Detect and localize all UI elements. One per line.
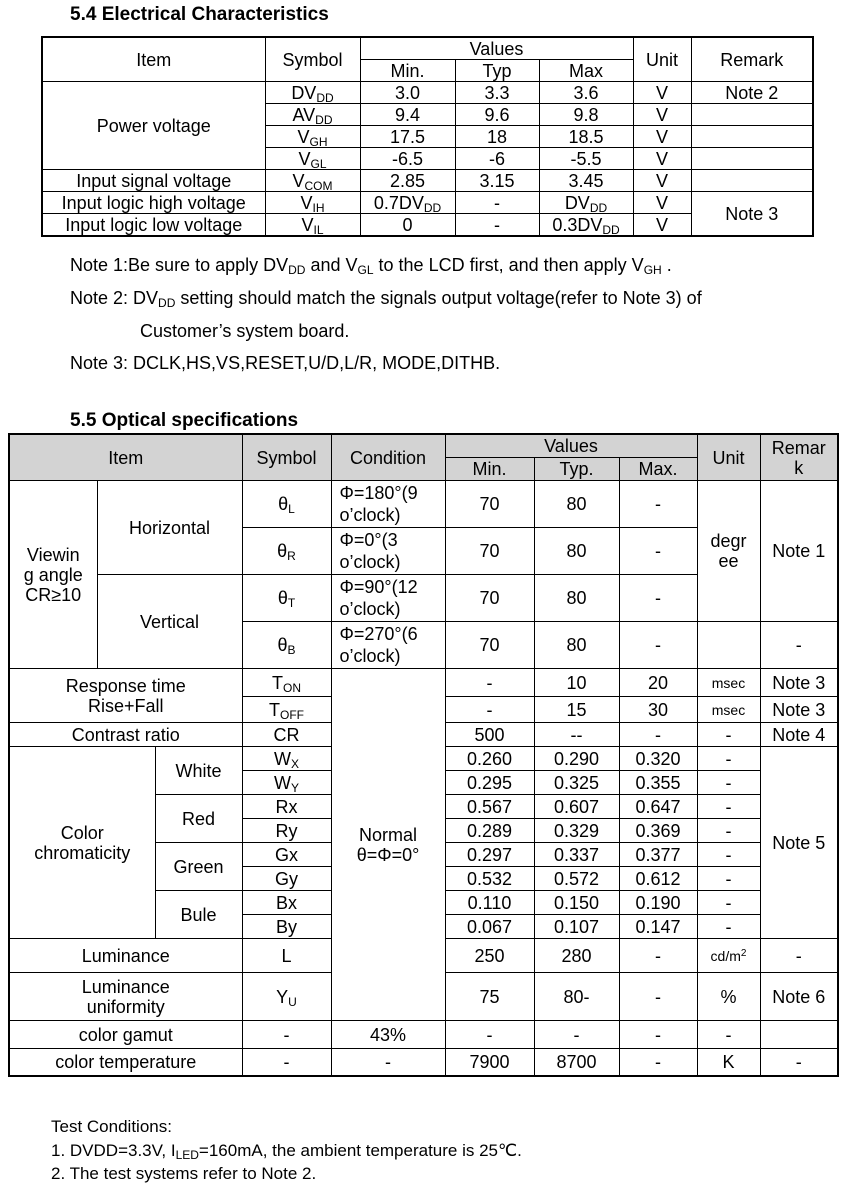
vertical-label: Vertical [97, 575, 242, 669]
min-cell: 70 [445, 481, 534, 528]
symbol-cell: $AV_{DD}$ [265, 104, 360, 126]
table-row [9, 1021, 838, 1049]
min-cell: 0.295 [445, 771, 534, 795]
uniformity-label: Luminance uniformity [9, 973, 242, 1021]
header-min: Min. [360, 60, 455, 82]
min-cell: 0.289 [445, 819, 534, 843]
unit-cell: - [697, 795, 760, 819]
unit-cell: - [619, 1021, 697, 1049]
remark-cell [691, 170, 813, 192]
symbol-cell: CR [242, 723, 331, 747]
typ-cell: 80 [534, 481, 619, 528]
remark-cell: Note 3 [760, 669, 838, 697]
group-blue: Bule [155, 891, 242, 939]
symbol-cell: $\theta_B$ [242, 622, 331, 669]
note-2-continued: Customer’s system board. [140, 321, 350, 341]
unit-cell: V [633, 170, 691, 192]
min-cell: 70 [445, 622, 534, 669]
remark-cell: - [760, 939, 838, 973]
condition-normal-cell: Normal θ=Φ=0° [331, 669, 445, 1021]
symbol-cell: $T_{ON}$ [242, 669, 331, 697]
horizontal-label: Horizontal [97, 481, 242, 575]
min-cell: -6.5 [360, 148, 455, 170]
symbol-cell: Ry [242, 819, 331, 843]
unit-cell: - [697, 747, 760, 771]
section-title-optical: 5.5 Optical specifications [70, 410, 299, 431]
symbol-cell: Gy [242, 867, 331, 891]
min-cell: 17.5 [360, 126, 455, 148]
max-cell: $0.3DV_{DD}$ [539, 214, 633, 237]
max-cell: 0.190 [619, 891, 697, 915]
typ-cell: 0.607 [534, 795, 619, 819]
contrast-label: Contrast ratio [9, 723, 242, 747]
electrical-table [41, 36, 814, 237]
unit-cell: % [697, 973, 760, 1021]
typ-cell: 0.325 [534, 771, 619, 795]
unit-cell: - [697, 891, 760, 915]
symbol-cell: Bx [242, 891, 331, 915]
condition-cell: - [331, 1049, 445, 1076]
max-cell: 0.147 [619, 915, 697, 939]
note-2: Note 2: $DV_{DD}$ setting should match the signals output voltage(refer to Note 3) of [70, 288, 702, 310]
min-cell: 0.567 [445, 795, 534, 819]
typ-cell: - [445, 1021, 534, 1049]
min-cell: 500 [445, 723, 534, 747]
chromaticity-label: Color chromaticity [9, 747, 155, 939]
typ-cell: 15 [534, 697, 619, 723]
item-cell: Input signal voltage [42, 170, 265, 192]
typ-cell: - [455, 214, 539, 237]
temperature-label: color temperature [9, 1049, 242, 1076]
header-unit: Unit [633, 37, 691, 82]
header-unit: Unit [697, 434, 760, 481]
remark-cell: Note 5 [760, 747, 838, 939]
symbol-cell: $T_{OFF}$ [242, 697, 331, 723]
min-cell: $0.7DV_{DD}$ [360, 192, 455, 214]
power-voltage-label: Power voltage [42, 82, 265, 170]
optical-table [8, 433, 839, 1077]
symbol-cell: $\theta_R$ [242, 528, 331, 575]
remark-cell: Note 3 [760, 697, 838, 723]
typ-cell: 8700 [534, 1049, 619, 1076]
remark-cell [691, 148, 813, 170]
symbol-cell: By [242, 915, 331, 939]
typ-cell: 9.6 [455, 104, 539, 126]
max-cell: - [619, 723, 697, 747]
test-conditions-title: Test Conditions: [51, 1117, 172, 1136]
condition-cell: Φ=0°(3 o’clock) [331, 528, 445, 575]
unit-cell: V [633, 104, 691, 126]
unit-cell [697, 622, 760, 669]
header-symbol: Symbol [242, 434, 331, 481]
min-cell: 0.067 [445, 915, 534, 939]
max-cell: 0.320 [619, 747, 697, 771]
max-cell: 0.377 [619, 843, 697, 867]
condition-cell: Φ=180°(9 o’clock) [331, 481, 445, 528]
header-typ: Typ. [534, 458, 619, 481]
group-red: Red [155, 795, 242, 843]
header-condition: Condition [331, 434, 445, 481]
symbol-cell: $V_{IL}$ [265, 214, 360, 237]
luminance-label: Luminance [9, 939, 242, 973]
remark-cell: - [760, 1049, 838, 1076]
max-cell: 0.355 [619, 771, 697, 795]
max-cell: - [619, 939, 697, 973]
remark-cell: Note 1 [760, 481, 838, 622]
unit-cell: - [697, 819, 760, 843]
item-cell: Input logic low voltage [42, 214, 265, 237]
remark-cell: - [697, 1021, 760, 1049]
max-cell: 0.647 [619, 795, 697, 819]
group-green: Green [155, 843, 242, 891]
symbol-cell: $DV_{DD}$ [265, 82, 360, 104]
unit-cell: msec [697, 697, 760, 723]
typ-cell: 10 [534, 669, 619, 697]
note-1: Note 1:Be sure to apply $DV_{DD}$ and $V_{GL}$ to the LCD first, and then apply $V_{GH}$ . [70, 255, 672, 277]
min-cell: 70 [445, 575, 534, 622]
symbol-cell: $\theta_L$ [242, 481, 331, 528]
unit-cell: K [697, 1049, 760, 1076]
header-max: Max [539, 60, 633, 82]
item-cell: Input logic high voltage [42, 192, 265, 214]
table-row [42, 192, 813, 214]
max-cell: 20 [619, 669, 697, 697]
min-cell: - [445, 669, 534, 697]
header-symbol: Symbol [265, 37, 360, 82]
unit-cell: degr ee [697, 481, 760, 622]
remark-cell: Note 3 [691, 192, 813, 237]
header-remark: Remar k [760, 434, 838, 481]
max-cell: - [619, 575, 697, 622]
unit-cell: V [633, 126, 691, 148]
table-row [9, 669, 838, 697]
test-condition-1: 1. DVDD=3.3V, $I_{LED}=160mA$, the ambient temperature is 25℃. [51, 1141, 522, 1162]
typ-cell: 0.150 [534, 891, 619, 915]
max-cell: - [619, 481, 697, 528]
min-cell: - [445, 697, 534, 723]
symbol-cell: L [242, 939, 331, 973]
unit-cell: $cd/m^2$ [697, 939, 760, 973]
unit-cell: V [633, 192, 691, 214]
table-row [42, 82, 813, 104]
symbol-cell: $W_X$ [242, 747, 331, 771]
header-max: Max. [619, 458, 697, 481]
typ-cell: 18 [455, 126, 539, 148]
condition-cell: Φ=270°(6 o’clock) [331, 622, 445, 669]
table-row [9, 1049, 838, 1076]
unit-cell: V [633, 82, 691, 104]
unit-cell: - [697, 843, 760, 867]
typ-cell: 280 [534, 939, 619, 973]
typ-cell: 0.290 [534, 747, 619, 771]
typ-cell: 3.3 [455, 82, 539, 104]
remark-cell: Note 2 [691, 82, 813, 104]
typ-cell: -6 [455, 148, 539, 170]
section-title-electrical: 5.4 Electrical Characteristics [70, 4, 329, 25]
condition-cell: Φ=90°(12 o’clock) [331, 575, 445, 622]
min-cell: 0.110 [445, 891, 534, 915]
header-values: Values [360, 37, 633, 60]
max-cell: -5.5 [539, 148, 633, 170]
typ-cell: 0.107 [534, 915, 619, 939]
max-cell: 9.8 [539, 104, 633, 126]
max-cell: $DV_{DD}$ [539, 192, 633, 214]
typ-cell: - [455, 192, 539, 214]
max-cell: - [534, 1021, 619, 1049]
typ-cell: 80 [534, 528, 619, 575]
min-cell: 0 [360, 214, 455, 237]
table-header-row [42, 37, 813, 60]
table-row [42, 170, 813, 192]
max-cell: 3.45 [539, 170, 633, 192]
min-cell: 70 [445, 528, 534, 575]
group-white: White [155, 747, 242, 795]
min-cell: 250 [445, 939, 534, 973]
remark-cell [691, 126, 813, 148]
symbol-cell: Gx [242, 843, 331, 867]
max-cell: - [619, 622, 697, 669]
viewing-angle-label: Viewin g angle CR≥10 [9, 481, 97, 669]
max-cell: 0.369 [619, 819, 697, 843]
symbol-cell: $V_{GH}$ [265, 126, 360, 148]
min-cell: 75 [445, 973, 534, 1021]
note-3: Note 3: DCLK,HS,VS,RESET,U/D,L/R, MODE,DITHB. [70, 353, 501, 373]
header-item: Item [42, 37, 265, 82]
typ-cell: 0.337 [534, 843, 619, 867]
min-cell: 0.532 [445, 867, 534, 891]
max-cell: - [619, 1049, 697, 1076]
typ-cell: 80 [534, 575, 619, 622]
table-row [9, 481, 838, 528]
unit-cell: V [633, 148, 691, 170]
typ-cell: 80 [534, 622, 619, 669]
min-cell: 43% [331, 1021, 445, 1049]
symbol-cell: Rx [242, 795, 331, 819]
unit-cell: - [697, 915, 760, 939]
header-typ: Typ [455, 60, 539, 82]
header-item: Item [9, 434, 242, 481]
min-cell: 0.297 [445, 843, 534, 867]
remark-cell: Note 6 [760, 973, 838, 1021]
min-cell: 3.0 [360, 82, 455, 104]
remark-cell: Note 4 [760, 723, 838, 747]
unit-cell: - [697, 867, 760, 891]
response-time-label: Response time Rise+Fall [9, 669, 242, 723]
typ-cell: 3.15 [455, 170, 539, 192]
typ-cell: 0.572 [534, 867, 619, 891]
unit-cell: V [633, 214, 691, 237]
unit-cell: - [697, 723, 760, 747]
header-min: Min. [445, 458, 534, 481]
min-cell: 2.85 [360, 170, 455, 192]
symbol-cell: $W_Y$ [242, 771, 331, 795]
max-cell: 30 [619, 697, 697, 723]
typ-cell: 0.329 [534, 819, 619, 843]
header-remark: Remark [691, 37, 813, 82]
typ-cell: 80- [534, 973, 619, 1021]
table-header-row [9, 434, 838, 458]
max-cell: 3.6 [539, 82, 633, 104]
max-cell: 18.5 [539, 126, 633, 148]
max-cell: - [619, 973, 697, 1021]
min-cell: 0.260 [445, 747, 534, 771]
symbol-cell: $V_{IH}$ [265, 192, 360, 214]
symbol-cell: $Y_U$ [242, 973, 331, 1021]
max-cell: - [619, 528, 697, 575]
symbol-cell: $V_{COM}$ [265, 170, 360, 192]
max-cell: 0.612 [619, 867, 697, 891]
remark-cell: - [760, 622, 838, 669]
symbol-cell: $V_{GL}$ [265, 148, 360, 170]
unit-cell: - [697, 771, 760, 795]
symbol-cell: - [242, 1049, 331, 1076]
typ-cell: -- [534, 723, 619, 747]
gamut-label: color gamut [9, 1021, 242, 1049]
unit-cell: msec [697, 669, 760, 697]
symbol-cell: - [242, 1021, 331, 1049]
test-condition-2: 2. The test systems refer to Note 2. [51, 1164, 317, 1183]
header-values: Values [445, 434, 697, 458]
symbol-cell: $\theta_T$ [242, 575, 331, 622]
min-cell: 9.4 [360, 104, 455, 126]
remark-cell [691, 104, 813, 126]
min-cell: 7900 [445, 1049, 534, 1076]
